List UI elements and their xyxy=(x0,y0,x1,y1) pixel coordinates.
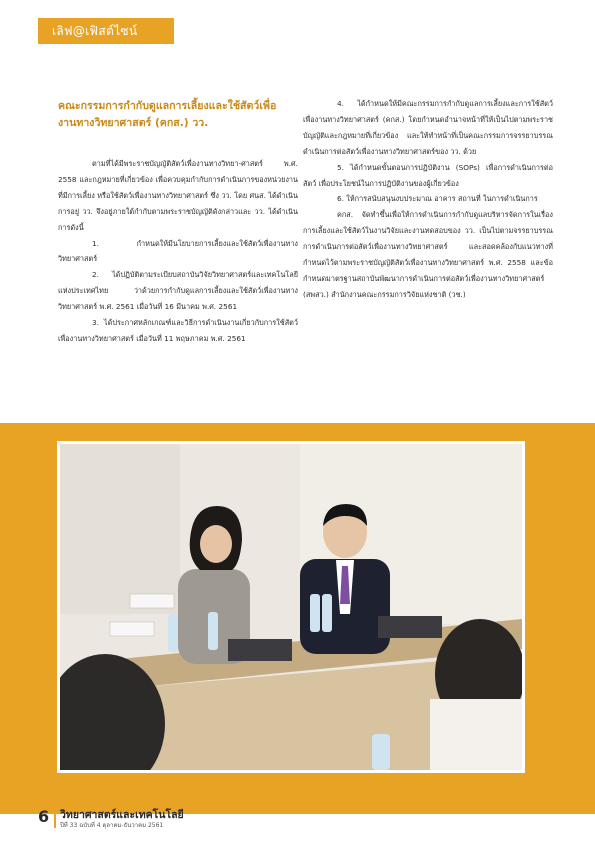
paragraph: 1. กำหนดให้มีนโยบายการเลี้ยงและใช้สัตว์เพื่องานทางวิทยาศาสตร์ xyxy=(58,238,298,264)
paragraph: 5. ได้กำหนดขั้นตอนการปฏิบัติงาน (SOPs) เพื่อการดำเนินการต่อสัตว์ เพื่อประโยชน์ในการปฏิบัติงานของผู้เกี่ยวข้อง xyxy=(303,162,553,188)
left-column xyxy=(58,156,298,347)
paragraph: คกส. จัดทำขึ้นเพื่อให้การดำเนินการกำกับดูแลบริหารจัดการในเรื่องการเลี้ยงและใช้สัตว์ในงานวิจัยและงานทดสอบของ วว. เป็นไปตามจรรยาบรรณการดำเนินการต่อสัตว์เพื่องานทางวิทยาศาสตร์ และสอดคล้องกับแนวทางที่กำหนดไว้ตามพระราชบัญญัติสัตว์เพื่องานทางวิทยาศาสตร์ พ.ศ. 2558 และข้อกำหนดมาตรฐานสถาบันพัฒนาการดำเนินการต่อสัตว์เพื่องานทางวิทยาศาสตร์ (สพสว.) สำนักงานคณะกรรมการวิจัยแห่งชาติ (วช.) xyxy=(303,210,553,299)
paragraph: 6. ให้การสนับสนุนงบประมาณ อาคาร สถานที่ ในการดำเนินการ xyxy=(337,194,538,204)
meeting-photo-illustration xyxy=(60,444,522,770)
magazine-title: วิทยาศาสตร์และเทคโนโลยี xyxy=(60,809,184,821)
article-heading: คณะกรรมการกำกับดูแลการเลี้ยงและใช้สัตว์เพื่องานทางวิทยาศาสตร์ (คกส.) วว. xyxy=(58,100,277,129)
section-tab: เลิฟ@เฟิสต์ไซน์ xyxy=(38,18,174,44)
page-number: 6 xyxy=(38,807,50,826)
right-column xyxy=(303,96,553,303)
footer-divider xyxy=(54,806,56,828)
paragraph: 3. ได้ประกาศหลักเกณฑ์และวิธีการดำเนินงานเกี่ยวกับการใช้สัตว์เพื่องานทางวิทยาศาสตร์ เมื่อวันที่ 11 พฤษภาคม พ.ศ. 2561 xyxy=(58,318,298,343)
paragraph: ตามที่ได้มีพระราชบัญญัติสัตว์เพื่องานทางวิทยา-ศาสตร์ พ.ศ. 2558 และกฎหมายที่เกี่ยวข้อง เพื่อควบคุมกำกับการดำเนินการของหน่วยงานที่มีการเลี้ยง หรือใช้สัตว์เพื่องานทางวิทยาศาสตร์ ซึ่ง วว. โดย ศนส. ได้ดำเนินการอยู่ วว. จึงอยู่ภายใต้กำกับตามพระราชบัญญัติดังกล่าวและ วว. ได้ดำเนินการดังนี้ xyxy=(58,159,298,232)
photo-frame xyxy=(57,441,525,773)
paragraph: 2. ได้ปฏิบัติตามระเบียบสถาบันวิจัยวิทยาศาสตร์และเทคโนโลยีแห่งประเทศไทย ว่าด้วยการกำกับดูแลการเลี้ยงและใช้สัตว์เพื่องานทางวิทยาศาสตร์ พ.ศ. 2561 เมื่อวันที่ 16 มีนาคม พ.ศ. 2561 xyxy=(58,270,298,312)
issue-info: ปีที่ 33 ฉบับที่ 4 ตุลาคม-ธันวาคม 2561 xyxy=(60,822,164,829)
meeting-photo xyxy=(60,444,522,770)
paragraph: 4. ได้กำหนดให้มีคณะกรรมการกำกับดูแลการเลี้ยงและการใช้สัตว์เพื่องานทางวิทยาศาสตร์ (คกส.) โดยกำหนดอำนาจหน้าที่ให้เป็นไปตามพระราชบัญญัติและกฎหมายที่เกี่ยวข้อง และให้ทำหน้าที่เป็นคณะกรรมการจรรยาบรรณดำเนินการต่อสัตว์เพื่องานทางวิทยาศาสตร์ของ วว. ด้วย xyxy=(303,99,553,156)
